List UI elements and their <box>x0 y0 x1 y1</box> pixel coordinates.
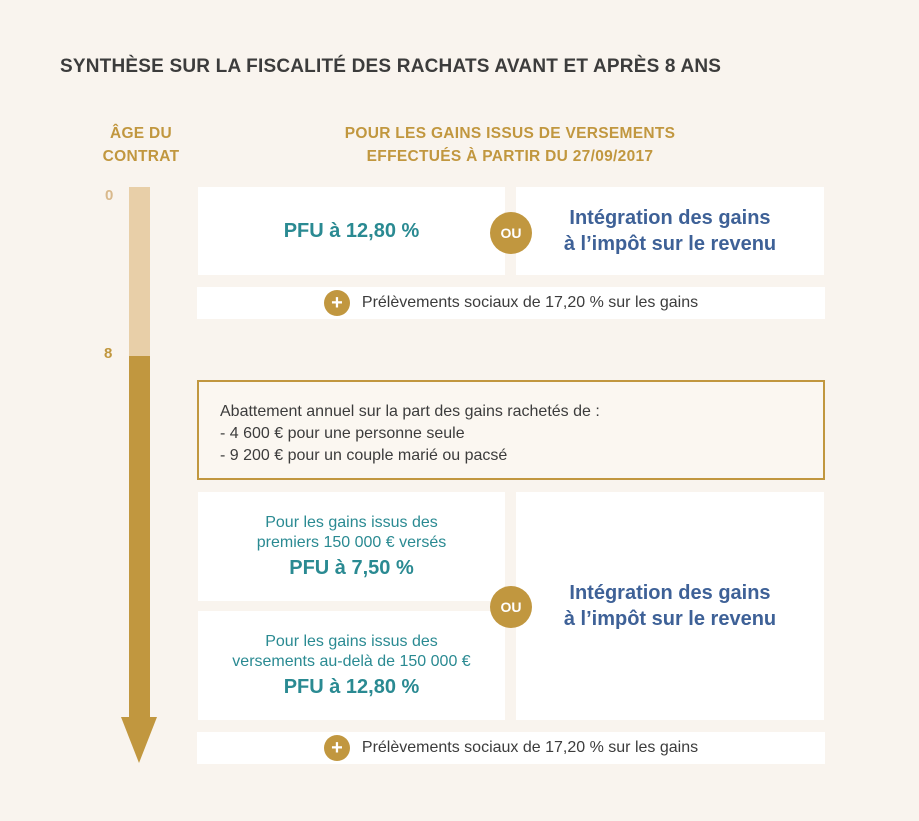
pfu-7-50-box <box>198 492 505 601</box>
allowance-line-3: - 9 200 € pour un couple marié ou pacsé <box>220 447 508 464</box>
allowance-line-2: - 4 600 € pour une personne seule <box>220 425 465 442</box>
allowance-text <box>220 401 600 467</box>
income-tax-box <box>516 187 824 275</box>
age-header-line-1: ÂGE DU <box>109 125 173 142</box>
timeline-label-0: 0 <box>105 187 114 204</box>
income-tax-after-8-text <box>564 580 776 632</box>
gains-column-header <box>290 122 730 168</box>
pfu-12-80-box <box>198 187 505 275</box>
social-charges-text-after-8: Prélèvements sociaux de 17,20 % sur les gains <box>361 739 699 756</box>
plus-icon: + <box>324 735 350 761</box>
pfu-7-50-line-2: premiers 150 000 € versés <box>256 534 447 551</box>
social-charges-text: Prélèvements sociaux de 17,20 % sur les gains <box>361 294 699 311</box>
pfu-12-80-over-150k-box <box>198 611 505 720</box>
or-badge-after-8: OU <box>490 586 532 628</box>
timeline-label-8: 8 <box>104 345 113 362</box>
timeline-bar-after-8 <box>129 356 150 718</box>
pfu-over-150k-rate: PFU à 12,80 % <box>283 676 420 698</box>
income-tax-line-2: à l’impôt sur le revenu <box>563 233 777 255</box>
page-title: SYNTHÈSE SUR LA FISCALITÉ DES RACHATS AVANT ET APRÈS 8 ANS <box>60 56 722 77</box>
or-badge: OU <box>490 212 532 254</box>
allowance-line-1: Abattement annuel sur la part des gains rachetés de : <box>220 403 600 420</box>
income-tax-text <box>564 205 776 257</box>
pfu-7-50-rate: PFU à 7,50 % <box>289 557 414 579</box>
income-tax-after-8-line-2: à l’impôt sur le revenu <box>563 608 777 630</box>
gains-header-line-2: EFFECTUÉS À PARTIR DU 27/09/2017 <box>366 148 654 165</box>
pfu-rate-text: PFU à 12,80 % <box>283 219 420 242</box>
social-charges-row <box>197 287 825 319</box>
income-tax-after-8-box <box>516 492 824 720</box>
pfu-over-150k-line-1: Pour les gains issus des <box>265 633 438 650</box>
allowance-box <box>197 380 825 480</box>
timeline-arrow-down-icon <box>121 717 157 763</box>
pfu-7-50-line-1: Pour les gains issus des <box>265 514 438 531</box>
income-tax-after-8-line-1: Intégration des gains <box>569 582 771 604</box>
timeline-bar-before-8 <box>129 187 150 356</box>
pfu-over-150k-line-2: versements au-delà de 150 000 € <box>232 653 471 670</box>
age-column-header <box>88 122 194 168</box>
plus-icon: + <box>324 290 350 316</box>
income-tax-line-1: Intégration des gains <box>569 207 771 229</box>
gains-header-line-1: POUR LES GAINS ISSUS DE VERSEMENTS <box>344 125 676 142</box>
social-charges-row-after-8 <box>197 732 825 764</box>
age-header-line-2: CONTRAT <box>102 148 180 165</box>
